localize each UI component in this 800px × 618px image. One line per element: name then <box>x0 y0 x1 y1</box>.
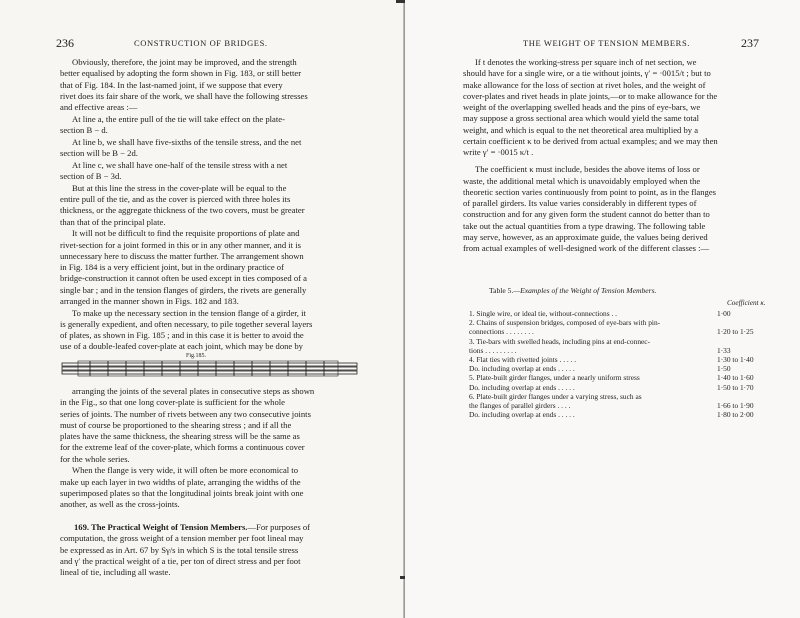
right-page <box>405 0 800 618</box>
text-line: make allowance for the loss of section at rivet holes, and the weight of <box>463 79 706 90</box>
paragraph <box>60 386 360 465</box>
paragraph <box>60 308 360 353</box>
text-line: of plates, as shown in Fig. 185 ; and in this case it is better to avoid the <box>60 330 304 340</box>
paragraph <box>60 57 360 113</box>
text-line: entire pull of the tie, and as the cover is pierced with three holes its <box>60 194 291 204</box>
text-line: series of joints. The number of rivets between any two consecutive joints <box>60 408 311 419</box>
text-line: The coefficient κ must include, besides the above items of loss or <box>475 164 700 175</box>
text-line: make up each layer in two widths of plate, arranging the widths of the <box>60 476 301 487</box>
text-line: must of course be proportioned to the shearing stress ; and if all the <box>60 419 292 430</box>
text-line: than that of the principal plate. <box>60 216 166 227</box>
paragraph <box>463 164 785 254</box>
text-line: Obviously, therefore, the joint may be improved, and the strength <box>72 57 297 67</box>
table-row-value: 1·00 <box>717 309 731 318</box>
text-line: of parallel girders. Its value varies considerably in different types of <box>463 198 697 208</box>
text-line: At line b, we shall have five-sixths of the tensile stress, and the net <box>72 136 302 147</box>
paragraph <box>60 183 360 228</box>
table-caption <box>489 286 656 295</box>
table-row <box>469 346 789 355</box>
text-line: certain coefficient κ to be derived from actual examples; and we may then <box>463 135 718 146</box>
table-row-text: Do. including overlap at ends . . . . . <box>469 410 575 420</box>
table-row <box>469 392 789 401</box>
table-row-text: Do. including overlap at ends . . . . . <box>469 364 575 374</box>
section-line-4: lineal of tie, including all waste. <box>60 567 171 577</box>
table-row <box>469 383 789 392</box>
section-line-1: computation, the gross weight of a tension member per foot lineal may <box>60 533 304 544</box>
text-line: for the extreme leaf of the cover-plate, which forms a continuous cover <box>60 442 305 453</box>
text-line: is generally expedient, and often necessary, to pile together several layers <box>60 318 313 329</box>
text-line: theoretic section varies continuously from point to point, as in the flanges <box>463 186 716 197</box>
text-line: thickness, or the aggregate thickness of the two covers, must be greater <box>60 205 305 216</box>
table-row-text: 6. Plate-built girder flanges under a varying stress, such as <box>469 391 642 401</box>
table-row-value: 1·50 <box>717 364 731 374</box>
table-row <box>469 309 789 318</box>
paragraph <box>60 228 360 307</box>
text-line: weight of the overlapping swelled heads and the pins of eye-bars, we <box>463 102 701 112</box>
text-line: use of a double-leafed cover-plate at each joint, which may be done by <box>60 341 303 352</box>
text-line: another, as well as the cross-joints. <box>60 499 180 509</box>
text-line: To make up the necessary section in the tension flange of a girder, it <box>72 307 306 318</box>
table-caption-lead: Table 5. <box>489 286 514 295</box>
table-row <box>469 337 789 346</box>
text-line: that of Fig. 184. In the last-named joint, if we suppose that every <box>60 79 283 90</box>
text-line: It will not be difficult to find the requisite proportions of plate and <box>72 228 300 239</box>
text-line: At line c, we shall have one-half of the tensile stress with a net <box>72 159 288 170</box>
text-line: When the flange is very wide, it will often be more economical to <box>72 465 298 476</box>
table-row <box>469 364 789 373</box>
table-row <box>469 373 789 382</box>
text-line: cover-plates and rivet heads in plate joints,—or to make allowance for the <box>463 90 718 101</box>
text-line: take out the actual quantities from a type drawing. The following table <box>463 220 706 231</box>
table-row-text: 1. Single wire, or ideal tie, without-connections . . <box>469 309 617 318</box>
paragraph <box>60 465 360 510</box>
table-row <box>469 410 789 419</box>
text-line: should have for a single wire, or a tie without joints, γ′ = ·0015/t ; but to <box>463 68 711 79</box>
fig-185-drawing <box>60 360 360 378</box>
right-page-number: 237 <box>741 36 759 50</box>
text-line: If t denotes the working-stress per square inch of net section, we <box>475 57 697 67</box>
left-page-number: 236 <box>56 36 74 50</box>
text-line: arranged in the manner shown in Figs. 182 and 183. <box>60 295 239 306</box>
table-row-text: connections . . . . . . . . <box>469 327 534 337</box>
text-line: bridge-construction it cannot often be used except in ties composed of a <box>60 273 307 284</box>
text-line: may suppose a gross sectional area which would yield the same total <box>463 113 700 124</box>
text-line: unnecessary here to discuss the matter further. The arrangement shown <box>60 250 304 261</box>
table-row-text: 3. Tie-bars with swelled heads, including pins at end-connec- <box>469 336 651 346</box>
text-line: may serve, however, as an approximate guide, the values being derived <box>463 231 708 242</box>
text-line: section will be B − 2d. <box>60 148 138 158</box>
paragraph <box>60 137 360 160</box>
figure-caption: Fig.185. <box>186 353 207 359</box>
table-row <box>469 327 789 336</box>
text-line: superimposed plates so that the longitudinal joints break joint with one <box>60 487 304 498</box>
paragraph <box>60 114 360 137</box>
table-row-value: 1·30 to 1·40 <box>717 355 754 365</box>
text-line: and effective areas :— <box>60 102 138 112</box>
text-line: from actual examples of well-designed work of the different classes :— <box>463 243 710 253</box>
table-row-value: 1·66 to 1·90 <box>717 401 754 411</box>
table-row-text: 5. Plate-built girder flanges, under a nearly uniform stress <box>469 373 640 383</box>
text-line: section of B − 3d. <box>60 171 122 181</box>
text-line: plates have the same thickness, the shearing stress will be the same as <box>60 431 300 441</box>
table-row-text: 4. Flat ties with rivetted joints . . . . . <box>469 355 577 365</box>
section-heading: 169. The Practical Weight of Tension Members. <box>74 522 248 532</box>
left-running-head: CONSTRUCTION OF BRIDGES. <box>134 38 268 48</box>
text-line: rivet-section for a joint formed in this or in any other manner, and it is <box>60 239 301 250</box>
table-row <box>469 401 789 410</box>
table-row-value: 1·33 <box>717 345 731 355</box>
text-line: in the Fig., so that one long cover-plate is sufficient for the whole <box>60 397 285 408</box>
table-caption-rest: —Examples of the Weight of Tension Members. <box>513 286 657 295</box>
text-line: better equalised by adopting the form shown in Fig. 183, or still better <box>60 68 302 79</box>
table-row-value: 1·20 to 1·25 <box>717 327 754 337</box>
text-line: section B − d. <box>60 125 108 135</box>
table-row-value: 1·40 to 1·60 <box>717 373 754 383</box>
table-row <box>469 355 789 364</box>
text-line: But at this line the stress in the cover-plate will be equal to the <box>72 182 287 193</box>
paragraph <box>463 57 785 158</box>
text-line: for the whole series. <box>60 453 130 464</box>
text-line: construction and for any given form the student cannot do better than to <box>463 209 710 220</box>
section-line-0: —For purposes of <box>247 522 311 532</box>
right-running-head: THE WEIGHT OF TENSION MEMBERS. <box>523 38 690 48</box>
paragraph <box>60 160 360 183</box>
text-line: At line a, the entire pull of the tie will take effect on the plate- <box>72 113 285 124</box>
text-line: arranging the joints of the several plates in consecutive steps as shown <box>72 386 315 396</box>
table-row-value: 1·50 to 1·70 <box>717 382 754 392</box>
text-line: write γ′ = ·0015 κ/t . <box>463 147 534 157</box>
weight-table <box>469 309 789 419</box>
coefficient-header: Coefficient κ. <box>727 299 766 307</box>
section-line-3: and γ′ the practical weight of a tie, per ton of direct stress and per foot <box>60 555 301 566</box>
text-line: rivet does its fair share of the work, we shall have the following stresses <box>60 90 308 101</box>
text-line: waste, the additional metal which is unavoidably employed when the <box>463 175 701 186</box>
table-row <box>469 318 789 327</box>
table-row-text: tions . . . . . . . . . <box>469 345 517 355</box>
text-line: weight, and which is equal to the net theoretical area multiplied by a <box>463 124 699 135</box>
table-row-text: the flanges of parallel girders . . . . <box>469 401 571 411</box>
section-line-2: be expressed as in Art. 67 by Sγ/s in which S is the total tensile stress <box>60 544 299 555</box>
section-169 <box>60 522 360 578</box>
table-row-text: 2. Chains of suspension bridges, composed of eye-bars with pin- <box>469 318 661 328</box>
table-row-text: Do. including overlap at ends . . . . . <box>469 382 575 392</box>
text-line: in Fig. 184 is a very efficient joint, but in the ordinary practice of <box>60 262 284 272</box>
table-row-value: 1·80 to 2·00 <box>717 410 754 420</box>
text-line: single bar ; and in the tension flanges of girders, the rivets are generally <box>60 284 307 295</box>
